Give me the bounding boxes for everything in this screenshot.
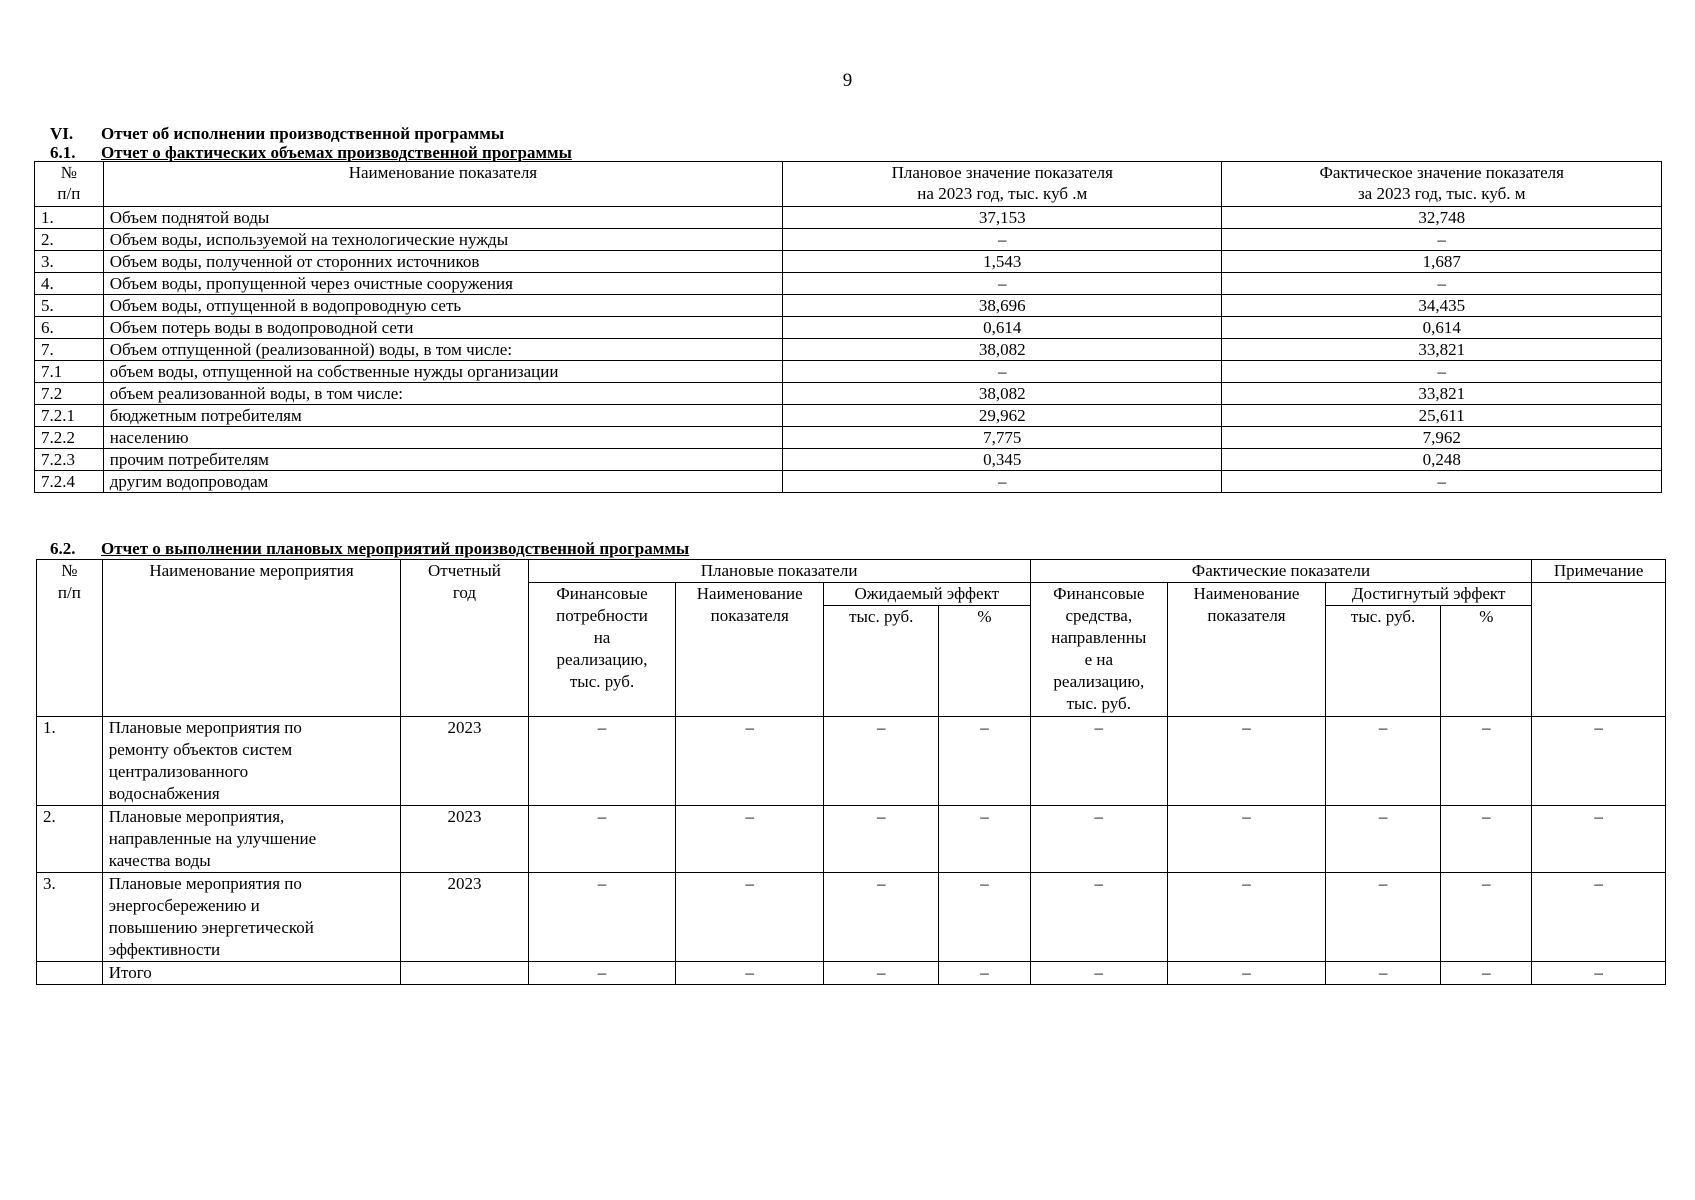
section-title: Отчет об исполнении производственной программы: [101, 124, 505, 143]
row-cell: –: [528, 717, 676, 806]
header-fact-rub: тыс. руб.: [1325, 606, 1440, 717]
row-plan-value: 38,082: [783, 339, 1222, 361]
row-fact-value: 0,248: [1222, 449, 1662, 471]
row-number: 7.2.1: [35, 405, 104, 427]
row-name: Итого: [102, 962, 400, 985]
row-cell: –: [1325, 873, 1440, 962]
table-body: [35, 207, 1662, 493]
row-cell: –: [1441, 806, 1532, 873]
row-cell: –: [1168, 873, 1326, 962]
header-fact-effect: Достигнутый эффект: [1325, 583, 1531, 606]
row-number: 1.: [37, 717, 103, 806]
row-cell: –: [1030, 873, 1168, 962]
row-plan-value: –: [783, 471, 1222, 493]
subsection-heading-6-1: [50, 143, 572, 163]
table-row: [37, 717, 1666, 806]
row-cell: –: [939, 873, 1030, 962]
row-fact-value: 7,962: [1222, 427, 1662, 449]
subsection-heading-6-2: [50, 539, 689, 559]
row-cell: –: [528, 806, 676, 873]
header-plan-group: Плановые показатели: [528, 560, 1030, 583]
table-row: [35, 361, 1662, 383]
row-plan-value: 0,614: [783, 317, 1222, 339]
row-cell: –: [1325, 962, 1440, 985]
table-row: [35, 405, 1662, 427]
row-plan-value: 38,082: [783, 383, 1222, 405]
row-year: 2023: [401, 873, 528, 962]
row-number: 7.2: [35, 383, 104, 405]
table-row: [37, 962, 1666, 985]
row-number: 7.: [35, 339, 104, 361]
header-name: Наименование мероприятия: [102, 560, 400, 717]
section-number: VI.: [50, 124, 74, 143]
header-note-blank: [1532, 583, 1666, 717]
subsection-title: Отчет о выполнении плановых мероприятий производственной программы: [101, 539, 690, 558]
section-heading: [50, 124, 504, 144]
row-cell: –: [1441, 717, 1532, 806]
row-name: Объем потерь воды в водопроводной сети: [103, 317, 782, 339]
subsection-number: 6.2.: [50, 539, 76, 558]
row-plan-value: –: [783, 229, 1222, 251]
row-cell: –: [1168, 717, 1326, 806]
table-row: [35, 207, 1662, 229]
subsection-title: Отчет о фактических объемах производственной программы: [101, 143, 572, 162]
row-plan-value: 1,543: [783, 251, 1222, 273]
row-fact-value: –: [1222, 229, 1662, 251]
row-cell: –: [1532, 873, 1666, 962]
row-fact-value: 25,611: [1222, 405, 1662, 427]
row-cell: –: [528, 873, 676, 962]
row-fact-value: 0,614: [1222, 317, 1662, 339]
row-name: объем реализованной воды, в том числе:: [103, 383, 782, 405]
row-name: Плановые мероприятия по ремонту объектов систем централизованного водоснабжения: [102, 717, 400, 806]
table-row: [35, 317, 1662, 339]
table-row: [35, 383, 1662, 405]
header-fact: Фактическое значение показателя за 2023 год, тыс. куб. м: [1222, 162, 1662, 207]
header-fact-group: Фактические показатели: [1030, 560, 1532, 583]
row-name: Объем воды, отпущенной в водопроводную сеть: [103, 295, 782, 317]
row-cell: –: [824, 962, 939, 985]
table-row: [35, 251, 1662, 273]
row-plan-value: 37,153: [783, 207, 1222, 229]
row-plan-value: 38,696: [783, 295, 1222, 317]
row-cell: –: [1030, 717, 1168, 806]
table-row: [37, 806, 1666, 873]
header-plan-effect: Ожидаемый эффект: [824, 583, 1030, 606]
table-body: [37, 717, 1666, 985]
row-number: 3.: [37, 873, 103, 962]
volumes-table: [34, 161, 1662, 493]
table-row: [35, 229, 1662, 251]
row-name: Объем воды, полученной от сторонних источников: [103, 251, 782, 273]
row-cell: –: [824, 717, 939, 806]
table-header-row: [35, 162, 1662, 207]
header-plan-ind: Наименование показателя: [676, 583, 824, 717]
row-name: прочим потребителям: [103, 449, 782, 471]
row-cell: –: [676, 806, 824, 873]
header-fact-fin: Финансовые средства, направленны е на реализацию, тыс. руб.: [1030, 583, 1168, 717]
row-name: бюджетным потребителям: [103, 405, 782, 427]
row-cell: –: [824, 806, 939, 873]
row-fact-value: –: [1222, 471, 1662, 493]
row-cell: –: [676, 962, 824, 985]
table-row: [35, 295, 1662, 317]
row-cell: –: [1532, 806, 1666, 873]
row-number: 1.: [35, 207, 104, 229]
row-number: 7.2.4: [35, 471, 104, 493]
row-cell: –: [1441, 962, 1532, 985]
table-row: [35, 449, 1662, 471]
header-fact-ind: Наименование показателя: [1168, 583, 1326, 717]
row-plan-value: 29,962: [783, 405, 1222, 427]
measures-table: [36, 559, 1666, 985]
row-number: 2.: [35, 229, 104, 251]
row-number: 5.: [35, 295, 104, 317]
header-plan-pct: %: [939, 606, 1030, 717]
row-number: [37, 962, 103, 985]
row-name: населению: [103, 427, 782, 449]
row-cell: –: [1532, 962, 1666, 985]
header-fact-pct: %: [1441, 606, 1532, 717]
row-cell: –: [1325, 806, 1440, 873]
row-cell: –: [939, 962, 1030, 985]
header-plan-rub: тыс. руб.: [824, 606, 939, 717]
table-row: [37, 873, 1666, 962]
row-fact-value: 32,748: [1222, 207, 1662, 229]
row-cell: –: [939, 806, 1030, 873]
row-name: Объем воды, пропущенной через очистные сооружения: [103, 273, 782, 295]
row-number: 7.2.2: [35, 427, 104, 449]
row-fact-value: –: [1222, 273, 1662, 295]
row-cell: –: [676, 717, 824, 806]
row-number: 6.: [35, 317, 104, 339]
row-name: Плановые мероприятия по энергосбережению и повышению энергетической эффективности: [102, 873, 400, 962]
row-name: Объем воды, используемой на технологические нужды: [103, 229, 782, 251]
row-cell: –: [1168, 806, 1326, 873]
row-year: 2023: [401, 717, 528, 806]
row-plan-value: 0,345: [783, 449, 1222, 471]
row-year: [401, 962, 528, 985]
header-year: Отчетный год: [401, 560, 528, 717]
header-plan-fin: Финансовые потребности на реализацию, тыс. руб.: [528, 583, 676, 717]
row-name: объем воды, отпущенной на собственные нужды организации: [103, 361, 782, 383]
row-number: 4.: [35, 273, 104, 295]
row-plan-value: –: [783, 361, 1222, 383]
row-name: другим водопроводам: [103, 471, 782, 493]
row-fact-value: 33,821: [1222, 339, 1662, 361]
row-cell: –: [1532, 717, 1666, 806]
row-cell: –: [1325, 717, 1440, 806]
row-cell: –: [1030, 962, 1168, 985]
row-name: Объем поднятой воды: [103, 207, 782, 229]
header-num: № п/п: [37, 560, 103, 717]
row-cell: –: [824, 873, 939, 962]
row-plan-value: –: [783, 273, 1222, 295]
row-name: Плановые мероприятия, направленные на улучшение качества воды: [102, 806, 400, 873]
row-year: 2023: [401, 806, 528, 873]
row-number: 7.2.3: [35, 449, 104, 471]
table-row: [35, 273, 1662, 295]
header-plan: Плановое значение показателя на 2023 год, тыс. куб .м: [783, 162, 1222, 207]
row-cell: –: [1441, 873, 1532, 962]
row-cell: –: [1030, 806, 1168, 873]
row-fact-value: 34,435: [1222, 295, 1662, 317]
row-plan-value: 7,775: [783, 427, 1222, 449]
row-number: 3.: [35, 251, 104, 273]
row-fact-value: –: [1222, 361, 1662, 383]
header-name: Наименование показателя: [103, 162, 782, 207]
table-row: [35, 339, 1662, 361]
table-row: [35, 427, 1662, 449]
row-cell: –: [939, 717, 1030, 806]
row-number: 2.: [37, 806, 103, 873]
row-fact-value: 1,687: [1222, 251, 1662, 273]
row-number: 7.1: [35, 361, 104, 383]
header-note: Примечание: [1532, 560, 1666, 583]
row-cell: –: [676, 873, 824, 962]
row-cell: –: [1168, 962, 1326, 985]
row-fact-value: 33,821: [1222, 383, 1662, 405]
table-row: [35, 471, 1662, 493]
row-cell: –: [528, 962, 676, 985]
page-number: 9: [842, 70, 853, 91]
header-row-1: [37, 560, 1666, 583]
header-num: № п/п: [35, 162, 104, 207]
subsection-number: 6.1.: [50, 143, 76, 162]
row-name: Объем отпущенной (реализованной) воды, в том числе:: [103, 339, 782, 361]
